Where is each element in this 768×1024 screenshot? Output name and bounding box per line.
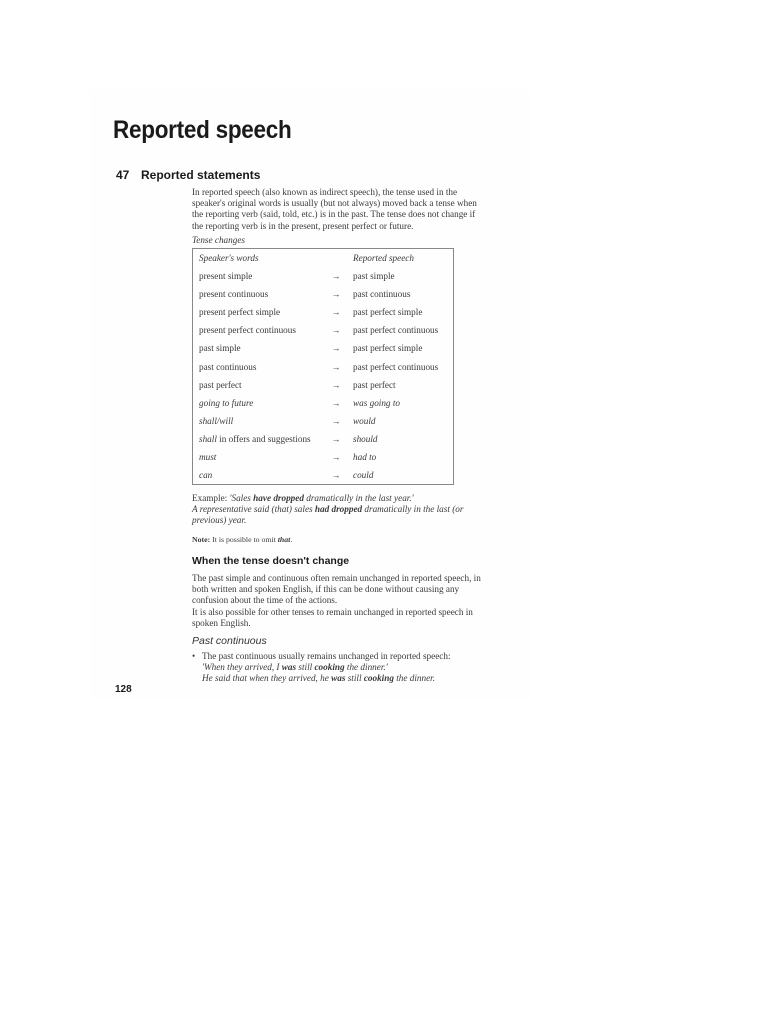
- page-number: 128: [115, 684, 132, 695]
- arrow-icon: →: [331, 415, 341, 426]
- reported-cell: could: [353, 470, 374, 481]
- arrow-icon: →: [331, 289, 341, 300]
- bullet-quote-bold: cooking: [314, 662, 345, 673]
- bullet-reported-c: still: [345, 673, 364, 684]
- arrow-icon: →: [331, 433, 341, 444]
- note-word: that: [277, 535, 291, 544]
- header-speakers-words: Speaker's words: [199, 253, 259, 263]
- chapter-title: Reported speech: [113, 116, 292, 144]
- table-header-row: [193, 249, 454, 268]
- table-row: [193, 412, 454, 430]
- nochange-line: The past simple and continuous often remain unchanged in reported speech, in: [192, 573, 481, 583]
- reported-cell: should: [353, 433, 378, 444]
- speaker-cell-rest: in offers and suggestions: [216, 433, 311, 444]
- nochange-line: both written and spoken English, if this can be done without causing any: [192, 584, 460, 595]
- nochange-line: spoken English.: [192, 617, 251, 628]
- arrow-icon: →: [331, 451, 341, 462]
- bullet-item: [192, 651, 522, 685]
- example-quote-bold: have dropped: [253, 493, 304, 503]
- intro-line: the reporting verb is in the present, present perfect or future.: [192, 220, 414, 231]
- speaker-cell: [193, 430, 326, 448]
- speaker-cell: past simple: [199, 343, 241, 354]
- reported-cell: past simple: [353, 271, 395, 282]
- header-reported-speech: Reported speech: [353, 253, 414, 263]
- reported-cell: past perfect simple: [353, 307, 423, 318]
- table-row: [193, 394, 454, 412]
- note-text: It is possible to omit: [210, 535, 278, 544]
- arrow-icon: →: [331, 271, 341, 282]
- bullet-reported-d: the dinner.: [393, 673, 436, 684]
- reported-cell: past perfect continuous: [353, 361, 439, 372]
- subheading: When the tense doesn't change: [192, 555, 350, 567]
- speaker-cell: present continuous: [199, 289, 269, 300]
- table-row: [193, 357, 454, 375]
- table-row: [193, 321, 454, 339]
- example-reported-a: A representative said (that) sales: [192, 504, 315, 515]
- note: [192, 534, 522, 545]
- speaker-cell: past continuous: [199, 361, 257, 372]
- speaker-cell: shall/will: [199, 415, 234, 426]
- bullet-icon: •: [192, 651, 196, 661]
- arrow-icon: →: [331, 325, 341, 336]
- example-reported-b: dramatically in the last (or: [362, 504, 464, 515]
- table-row: [193, 285, 454, 303]
- speaker-cell: going to future: [199, 397, 254, 408]
- section-number: 47: [116, 168, 130, 182]
- table-caption: Tense changes: [192, 235, 245, 245]
- table-row: [193, 430, 454, 448]
- nochange-line: confusion about the time of the actions.: [192, 595, 338, 606]
- nochange-line: It is also possible for other tenses to remain unchanged in reported speech in: [192, 606, 473, 617]
- reported-cell: would: [353, 415, 376, 426]
- speaker-cell: must: [199, 451, 217, 462]
- speaker-cell: past perfect: [199, 379, 242, 390]
- arrow-icon: →: [331, 470, 341, 481]
- intro-line: the reporting verb (said, told, etc.) is in the past. The tense does not change if: [192, 209, 476, 220]
- bullet-line: The past continuous usually remains unchanged in reported speech:: [202, 651, 451, 661]
- bullet-reported: [192, 673, 522, 684]
- bullet-quote-a: 'When they arrived, I: [202, 662, 282, 673]
- table-row: [193, 303, 454, 321]
- arrow-icon: →: [331, 397, 341, 408]
- table-row: [193, 448, 454, 466]
- speaker-cell: present perfect continuous: [199, 325, 296, 336]
- tense-changes-table: [192, 248, 454, 485]
- intro-paragraph: [192, 187, 522, 232]
- table-row: [193, 267, 454, 285]
- example-reported-c: previous) year.: [192, 515, 247, 526]
- reported-cell: past continuous: [353, 289, 411, 300]
- table-row: [193, 466, 454, 485]
- bullet-reported-bold: was: [331, 673, 346, 684]
- note-label: Note:: [192, 535, 211, 544]
- example-label: Example:: [192, 493, 230, 503]
- note-end: .: [290, 535, 293, 544]
- reported-cell: had to: [353, 451, 377, 462]
- reported-cell: past perfect continuous: [353, 325, 439, 336]
- bullet-quote-bold: was: [281, 662, 297, 673]
- nochange-paragraph: [192, 573, 522, 629]
- arrow-icon: →: [331, 343, 341, 354]
- example-quote-a: 'Sales: [229, 493, 254, 503]
- table-row: [193, 376, 454, 394]
- header-arrow-spacer: [325, 249, 347, 268]
- example-block: [192, 493, 522, 527]
- speaker-cell-italic: shall: [199, 433, 217, 444]
- reported-cell: was going to: [353, 397, 400, 408]
- intro-line: speaker's original words is usually (but not always) moved back a tense when: [192, 198, 477, 209]
- example-reported-bold: had dropped: [314, 504, 363, 515]
- speaker-cell: can: [199, 470, 213, 481]
- example-quote-b: dramatically in the last year.': [303, 493, 414, 503]
- speaker-cell: present perfect simple: [199, 307, 281, 318]
- arrow-icon: →: [331, 379, 341, 390]
- reported-cell: past perfect simple: [353, 343, 423, 354]
- bullet-quote-d: the dinner.': [344, 662, 388, 673]
- bullet-quote-c: still: [296, 662, 315, 673]
- intro-line: In reported speech (also known as indirect speech), the tense used in the: [192, 187, 458, 197]
- section-heading: [116, 168, 260, 182]
- speaker-cell: present simple: [199, 271, 253, 282]
- reported-cell: past perfect: [353, 379, 396, 390]
- arrow-icon: →: [331, 361, 341, 372]
- arrow-icon: →: [331, 307, 341, 318]
- bullet-reported-a: He said that when they arrived, he: [202, 673, 332, 684]
- bullet-reported-bold: cooking: [363, 673, 394, 684]
- bullet-quote: [192, 662, 522, 673]
- section-title: Reported statements: [141, 168, 261, 182]
- table-row: [193, 339, 454, 357]
- sub-subheading: Past continuous: [192, 635, 267, 647]
